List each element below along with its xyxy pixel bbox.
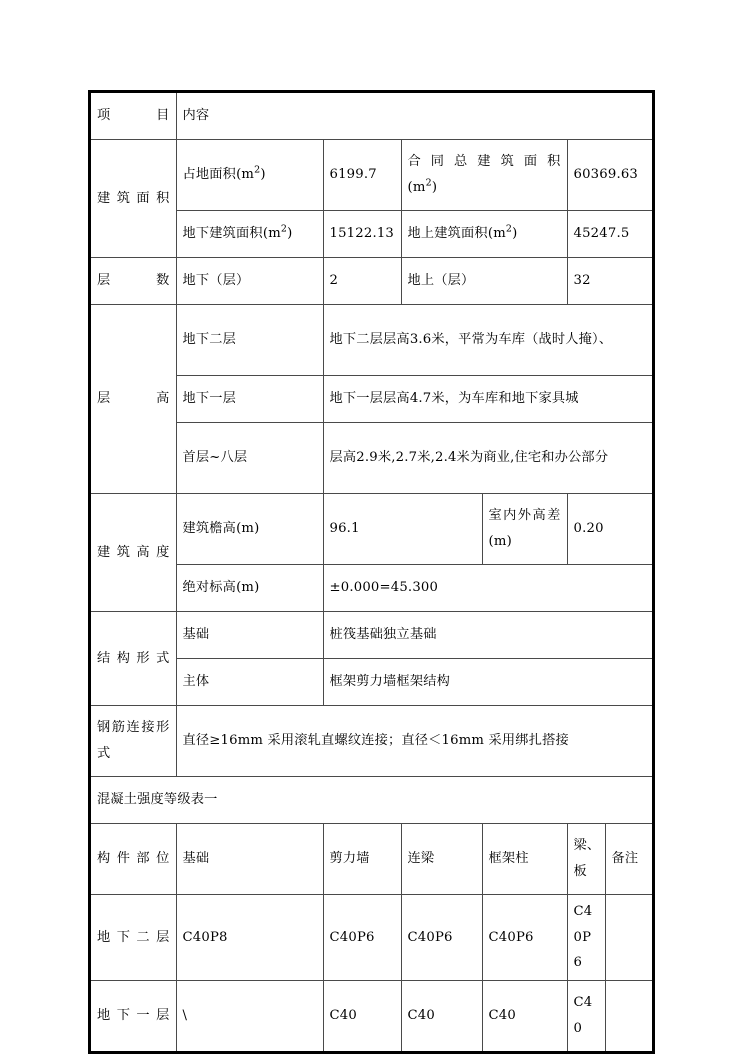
floor-1to8-name: 首层~八层 — [176, 423, 323, 494]
building-area-row-1 — [91, 140, 652, 211]
header-cell-content: 内容 — [176, 93, 652, 140]
contract-area-value: 60369.63 — [567, 140, 652, 211]
underground-area-label-text: 地下建筑面积 — [182, 226, 263, 242]
aboveground-area-unit: m — [493, 226, 506, 242]
concrete-data-row-b1 — [91, 981, 652, 1052]
aboveground-area-label-text: 地上建筑面积 — [407, 226, 488, 242]
main-structure-value: 框架剪力墙框架结构 — [323, 659, 652, 706]
project-overview-table — [88, 90, 655, 1054]
indoor-outdoor-diff-value: 0.20 — [567, 494, 652, 565]
eave-height-label: 建筑檐高(m) — [176, 494, 323, 565]
concrete-header-row — [91, 824, 652, 895]
concrete-header-framecolumn: 框架柱 — [482, 824, 567, 895]
underground-area-label: 地下建筑面积$(m^2)$ — [176, 211, 323, 258]
concrete-header-remark: 备注 — [605, 824, 652, 895]
floor-b2-name: 地下二层 — [176, 305, 323, 376]
concrete-b1-couplingbeam: C40 — [401, 981, 482, 1052]
rebar-connection-label: 钢筋连接形式 — [91, 706, 176, 777]
concrete-b2-foundation: C40P8 — [176, 895, 323, 981]
concrete-header-shearwall: 剪力墙 — [323, 824, 401, 895]
absolute-elevation-label-text: 绝对标高 — [182, 580, 237, 596]
concrete-part-b2: 地下二层 — [91, 895, 176, 981]
concrete-b2-shearwall: C40P6 — [323, 895, 401, 981]
floor-count-row — [91, 258, 652, 305]
concrete-grade-title: 混凝土强度等级表一 — [91, 777, 652, 824]
concrete-data-row-b2 — [91, 895, 652, 981]
concrete-b1-framecolumn: C40 — [482, 981, 567, 1052]
concrete-b2-framecolumn: C40P6 — [482, 895, 567, 981]
underground-area-unit-exp: 2 — [280, 223, 288, 235]
concrete-b2-couplingbeam: C40P6 — [401, 895, 482, 981]
aboveground-area-value: 45247.5 — [567, 211, 652, 258]
concrete-b2-beamslab: C40P6 — [567, 895, 605, 981]
concrete-header-beamslab: 梁、板 — [567, 824, 605, 895]
floor-height-row-3 — [91, 423, 652, 494]
concrete-title-row — [91, 777, 652, 824]
absolute-elevation-value: ±0.000=45.300 — [323, 565, 652, 612]
aboveground-area-unit-exp: 2 — [505, 223, 513, 235]
contract-area-label: 合同总建筑面积 $(m^2)$ — [401, 140, 567, 211]
aboveground-floors-label: 地上（层） — [401, 258, 567, 305]
building-area-label: 建筑面积 — [91, 140, 176, 258]
floor-b2-desc: 地下二层层高3.6米，平常为车库（战时人掩）、 — [323, 305, 652, 376]
rebar-connection-row — [91, 706, 652, 777]
concrete-b1-beamslab: C40 — [567, 981, 605, 1052]
table-header-row — [91, 93, 652, 140]
concrete-b1-remark — [605, 981, 652, 1052]
main-structure-name: 主体 — [176, 659, 323, 706]
floor-1to8-desc: 层高2.9米,2.7米,2.4米为商业,住宅和办公部分 — [323, 423, 652, 494]
concrete-b1-foundation: \ — [176, 981, 323, 1052]
floor-height-row-2 — [91, 376, 652, 423]
contract-area-unit: m — [412, 180, 426, 195]
underground-floors-value: 2 — [323, 258, 401, 305]
eave-height-label-text: 建筑檐高 — [182, 521, 237, 537]
site-area-unit: m — [241, 167, 255, 183]
foundation-value: 桩筏基础独立基础 — [323, 612, 652, 659]
contract-area-label-text: 合同总建筑面积 — [407, 154, 561, 170]
concrete-b1-shearwall: C40 — [323, 981, 401, 1052]
building-area-row-2 — [91, 211, 652, 258]
floor-height-label: 层高 — [91, 305, 176, 494]
foundation-name: 基础 — [176, 612, 323, 659]
overview-grid — [91, 93, 652, 1051]
concrete-header-couplingbeam: 连梁 — [401, 824, 482, 895]
indoor-outdoor-diff-label: 室内外高差 (m) — [482, 494, 567, 565]
structure-form-label: 结构形式 — [91, 612, 176, 706]
concrete-header-foundation: 基础 — [176, 824, 323, 895]
absolute-elevation-label: 绝对标高(m) — [176, 565, 323, 612]
concrete-b2-remark — [605, 895, 652, 981]
floor-b1-desc: 地下一层层高4.7米，为车库和地下家具城 — [323, 376, 652, 423]
building-height-row-1 — [91, 494, 652, 565]
indoor-outdoor-diff-label-text: 室内外高差 — [488, 508, 561, 524]
contract-area-unit-exp: 2 — [425, 177, 432, 189]
underground-floors-label: 地下（层） — [176, 258, 323, 305]
concrete-part-b1: 地下一层 — [91, 981, 176, 1052]
site-area-label: 占地面积$(m^2)$ — [176, 140, 323, 211]
concrete-header-part: 构件部位 — [91, 824, 176, 895]
floor-height-row-1 — [91, 305, 652, 376]
structure-form-row-2 — [91, 659, 652, 706]
header-cell-item: 项目 — [91, 93, 176, 140]
indoor-outdoor-diff-unit: m — [493, 534, 507, 549]
rebar-connection-value: 直径≥16mm 采用滚轧直螺纹连接；直径＜16mm 采用绑扎搭接 — [176, 706, 652, 777]
underground-area-value: 15122.13 — [323, 211, 401, 258]
structure-form-row-1 — [91, 612, 652, 659]
eave-height-value: 96.1 — [323, 494, 482, 565]
eave-height-unit: m — [241, 521, 255, 537]
floor-b1-name: 地下一层 — [176, 376, 323, 423]
aboveground-area-label: 地上建筑面积$(m^2)$ — [401, 211, 567, 258]
building-height-row-2 — [91, 565, 652, 612]
building-height-label: 建筑高度 — [91, 494, 176, 612]
site-area-value: 6199.7 — [323, 140, 401, 211]
site-area-label-text: 占地面积 — [182, 167, 237, 183]
absolute-elevation-unit: m — [241, 580, 255, 596]
floor-count-label: 层数 — [91, 258, 176, 305]
underground-area-unit: m — [268, 226, 281, 242]
site-area-unit-exp: 2 — [254, 164, 261, 176]
aboveground-floors-value: 32 — [567, 258, 652, 305]
